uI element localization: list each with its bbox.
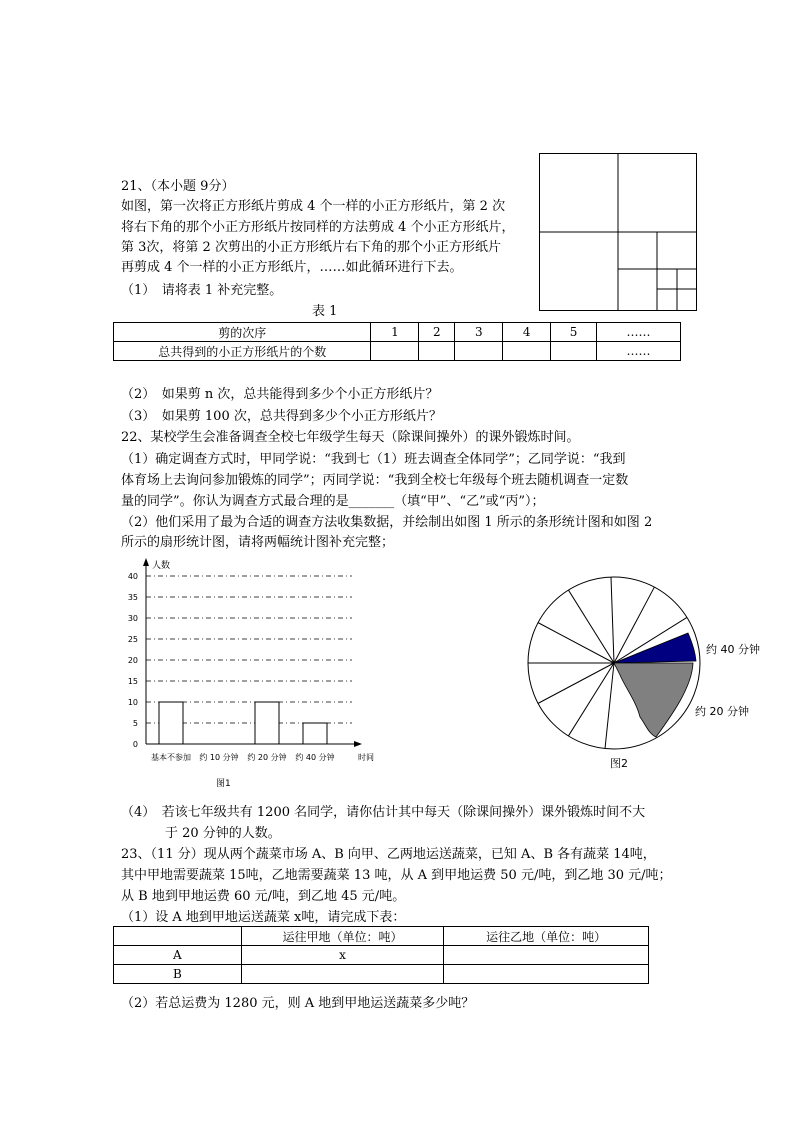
table-cell: A bbox=[114, 946, 242, 965]
y-axis-arrow bbox=[143, 558, 149, 566]
x-axis-label: 时间 bbox=[358, 753, 374, 762]
x-tick-label: 约 40 分钟 bbox=[295, 753, 335, 762]
table-cell[interactable] bbox=[551, 342, 597, 361]
table1-caption: 表 1 bbox=[312, 304, 338, 319]
x-tick-label: 约 20 分钟 bbox=[247, 753, 287, 762]
q22-part4-cont: 于 20 分钟的人数。 bbox=[165, 826, 281, 841]
q23-text-line: 23、（11 分）现从两个蔬菜市场 A、B 向甲、乙两地运送蔬菜，已知 A、B 各有蔬菜 14吨， bbox=[121, 847, 656, 862]
table-cell: 总共得到的小正方形纸片的个数 bbox=[114, 342, 371, 361]
x-axis-arrow bbox=[354, 741, 362, 747]
bar bbox=[159, 702, 183, 744]
table-cell: …… bbox=[597, 323, 681, 342]
table-cell: …… bbox=[597, 342, 681, 361]
table-cell: 运往甲地（单位：吨） bbox=[241, 927, 444, 946]
table-cell: 4 bbox=[503, 323, 551, 342]
table-row bbox=[114, 927, 649, 946]
table-cell: x bbox=[241, 946, 444, 965]
q22-text-line: 所示的扇形统计图，请将两幅统计图补充完整； bbox=[121, 535, 395, 550]
bar bbox=[255, 702, 279, 744]
table-cell: 3 bbox=[455, 323, 503, 342]
pie-label: 约 40 分钟 bbox=[706, 643, 760, 656]
y-axis-label: 人数 bbox=[152, 561, 171, 571]
q22-text-line: （1）确定调查方式时，甲同学说：“我到七（1）班去调查全体同学”；乙同学说：“我到 bbox=[121, 452, 626, 467]
table-cell[interactable] bbox=[241, 965, 444, 984]
q21-text-line: 如图，第一次将正方形纸片剪成 4 个一样的小正方形纸片，第 2 次 bbox=[121, 199, 506, 214]
table-cell[interactable] bbox=[444, 965, 649, 984]
q22-text-line: （2）他们采用了最为合适的调查方法收集数据，并绘制出如图 1 所示的条形统计图和如图 2 bbox=[121, 515, 653, 530]
table-cell[interactable] bbox=[503, 342, 551, 361]
q21-text-line: 再剪成 4 个一样的小正方形纸片，……如此循环进行下去。 bbox=[121, 260, 463, 275]
q23-part1: （1）设 A 地到甲地运送蔬菜 x吨，请完成下表： bbox=[121, 910, 406, 925]
q21-part3: （3） 如果剪 100 次，总共得到多少个小正方形纸片？ bbox=[121, 409, 442, 424]
table-cell: 1 bbox=[371, 323, 419, 342]
y-tick-label: 15 bbox=[127, 677, 138, 686]
table-row bbox=[114, 965, 649, 984]
pie-chart bbox=[520, 575, 770, 775]
table-cell: B bbox=[114, 965, 242, 984]
table-cell[interactable] bbox=[455, 342, 503, 361]
q23-text-line: 其中甲地需要蔬菜 15吨，乙地需要蔬菜 13 吨，从 A 到甲地运费 50 元/吨，到乙地 30 元/吨； bbox=[121, 868, 672, 883]
y-tick-label: 30 bbox=[127, 614, 138, 623]
table-cell[interactable] bbox=[444, 946, 649, 965]
table-cell bbox=[114, 927, 242, 946]
y-tick-label: 5 bbox=[132, 719, 138, 728]
table-cell: 剪的次序 bbox=[114, 323, 371, 342]
y-tick-label: 0 bbox=[132, 740, 138, 749]
table-cell: 2 bbox=[419, 323, 455, 342]
q21-part1: （1） 请将表 1 补充完整。 bbox=[121, 283, 283, 298]
q22-text-line: 体育场上去询问参加锻炼的同学”；丙同学说：“我到全校七年级每个班去随机调查一定数 bbox=[121, 473, 629, 488]
chart-title: 图2 bbox=[610, 757, 628, 770]
q21-header: 21、（本小题 9分） bbox=[121, 179, 235, 194]
bar-chart bbox=[112, 556, 392, 792]
q22-text-line: 量的同学”。你认为调查方式最合理的是_______（填“甲”、“乙”或“丙”）； bbox=[121, 494, 545, 509]
table-cell: 运往乙地（单位：吨） bbox=[444, 927, 649, 946]
q21-text-line: 第 3次，将第 2 次剪出的小正方形纸片右下角的那个小正方形纸片 bbox=[121, 240, 501, 255]
table-row bbox=[114, 946, 649, 965]
x-tick-label: 基本不参加 bbox=[151, 753, 191, 762]
x-tick-label: 约 10 分钟 bbox=[199, 753, 239, 762]
q21-text-line: 将右下角的那个小正方形纸片按同样的方法剪成 4 个小正方形纸片， bbox=[121, 220, 515, 235]
q23-part2: （2）若总运费为 1280 元，则 A 地到甲地运送蔬菜多少吨？ bbox=[121, 996, 475, 1011]
y-tick-label: 35 bbox=[127, 593, 138, 602]
y-tick-label: 20 bbox=[127, 656, 138, 665]
table2 bbox=[113, 926, 649, 984]
table1 bbox=[113, 322, 681, 361]
q22-part4: （4） 若该七年级共有 1200 名同学，请你估计其中每天（除课间操外）课外锻炼时间不大 bbox=[121, 805, 646, 820]
square-cut-figure bbox=[539, 153, 697, 311]
table-cell: 5 bbox=[551, 323, 597, 342]
y-tick-label: 25 bbox=[127, 635, 138, 644]
q21-part2: （2） 如果剪 n 次，总共能得到多少个小正方形纸片？ bbox=[121, 387, 439, 402]
pie-label: 约 20 分钟 bbox=[695, 705, 749, 718]
y-tick-label: 10 bbox=[127, 698, 138, 707]
chart-title: 图1 bbox=[216, 779, 231, 789]
q22-header: 22、某校学生会准备调查全校七年级学生每天（除课间操外）的课外锻炼时间。 bbox=[121, 430, 580, 445]
bar bbox=[303, 723, 327, 744]
table-cell[interactable] bbox=[371, 342, 419, 361]
table-cell[interactable] bbox=[419, 342, 455, 361]
q23-text-line: 从 B 地到甲地运费 60 元/吨，到乙地 45 元/吨。 bbox=[121, 889, 406, 904]
table-row bbox=[114, 323, 681, 342]
table-row bbox=[114, 342, 681, 361]
y-tick-label: 40 bbox=[127, 572, 138, 581]
